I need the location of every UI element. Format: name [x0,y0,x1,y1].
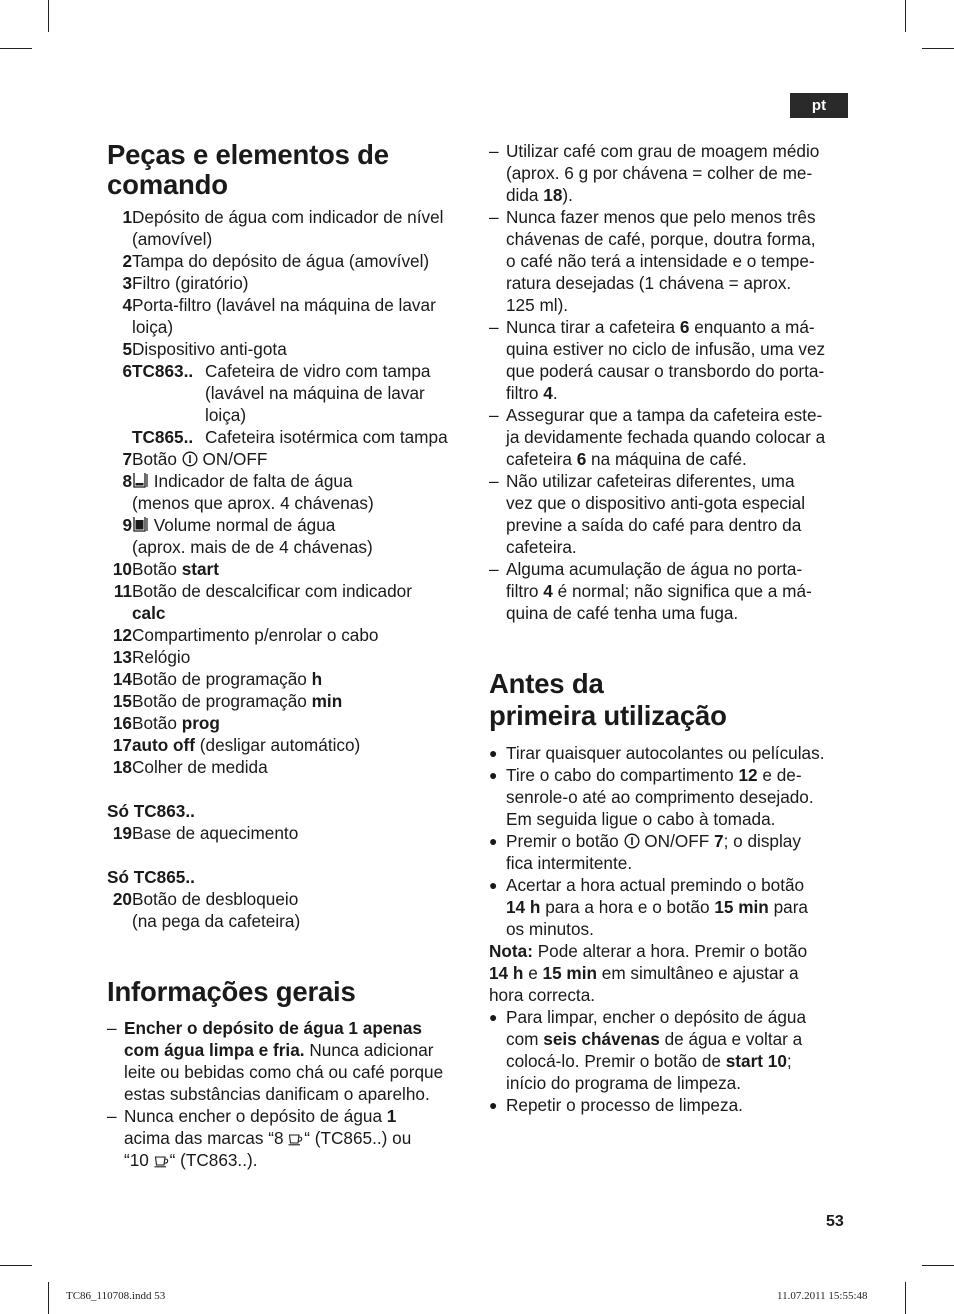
list-item: – Nunca tirar a cafeteira 6 enquanto a má- quina estiver no ciclo de infusão, uma vez que poderá causar o transbordo do porta- filtro 4. [489,317,826,403]
crop-mark [905,1282,906,1314]
list-item: 15 Botão de programação min [112,691,343,711]
parts-title [107,140,469,200]
list-item: ● Tire o cabo do compartimento 12 e de- senrole-o até ao comprimento desejado. Em seguida ligue o cabo à tomada. [489,765,814,829]
general-title: Informações gerais [107,976,356,1007]
list-item: – Nunca fazer menos que pelo menos três chávenas de café, porque, doutra forma, o café não terá a intensidade e o tempe- ratura desejadas (1 chávena = aprox. 125 ml). [489,207,816,315]
list-item: 18 Colher de medida [112,757,268,777]
list-item: ● Acertar a hora actual premindo o botão 14 h para a hora e o botão 15 min para os minutos. [489,875,808,939]
power-icon [624,833,640,849]
before-first-use-title: Antes da primeira utilização [489,668,727,731]
list-item: ● Premir o botão ON/OFF 7; o display fica intermitente. [489,831,801,873]
list-item: 8 Indicador de falta de água (menos que aprox. 4 chávenas) [122,471,374,513]
list-item: 11 Botão de descalcificar com indicador calc [113,581,412,623]
list-item: 7 Botão ON/OFF [122,449,268,469]
list-item: ● Para limpar, encher o depósito de água com seis chávenas de água e voltar a colocá-lo. Premir o botão de start 10; início do programa de limpeza. [489,1007,807,1093]
footer-file: TC86_110708.indd 53 [66,1290,166,1302]
list-item: – Assegurar que a tampa da cafeteira este- ja devidamente fechada quando colocar a cafeteira 6 na máquina de café. [489,405,826,469]
list-item: 14 Botão de programação h [112,669,323,689]
list-item: 6 TC863.. Cafeteira de vidro com tampa (lavável na máquina de lavar loiça) TC865.. Cafeteira isotérmica com tampa [122,361,448,447]
list-item: – Não utilizar cafeteiras diferentes, uma vez que o dispositivo anti-gota especial previne a saída do café para dentro da cafeteira. [489,471,806,557]
crop-mark [922,1265,954,1266]
list-item: 5 Dispositivo anti-gota [122,339,287,359]
list-item: 16 Botão prog [112,713,220,733]
list-item: 17 auto off (desligar automático) [112,735,361,755]
list-item: 3 Filtro (giratório) [122,273,249,293]
language-tab: pt [790,93,848,118]
list-item: 10 Botão start [112,559,219,579]
left-column [107,140,469,1171]
crop-mark [0,48,32,49]
normal-water-icon [132,516,149,533]
parts-title-line: comando [107,169,228,200]
low-water-icon [132,472,149,489]
crop-mark [48,1282,49,1314]
note: Nota: Pode alterar a hora. Premir o botão 14 h e 15 min em simultâneo e ajustar a hora correcta. [489,941,808,1005]
list-item: 9 Volume normal de água (aprox. mais de de 4 chávenas) [122,515,373,557]
list-item: ● Tirar quaisquer autocolantes ou películas. [489,743,825,763]
subheading: Só TC863.. [107,801,195,821]
parts-title-line: Peças e elementos de [107,139,389,170]
footer-date: 11.07.2011 15:55:48 [777,1290,868,1302]
crop-mark [922,48,954,49]
list-item: 1 Depósito de água com indicador de nível (amovível) [122,207,444,249]
list-item: – Alguma acumulação de água no porta- filtro 4 é normal; não significa que a má- quina de café tenha uma fuga. [489,559,812,623]
list-item: – Nunca encher o depósito de água 1 acima das marcas “8 “ (TC865..) ou “10 “ (TC863..). [107,1106,412,1170]
crop-mark [48,0,49,32]
list-item: 12 Compartimento p/enrolar o cabo [112,625,379,645]
list-item: ● Repetir o processo de limpeza. [489,1095,743,1115]
crop-mark [905,0,906,32]
list-item: 13 Relógio [112,647,191,667]
list-item: – Encher o depósito de água 1 apenas com água limpa e fria. Nunca adicionar leite ou bebidas como chá ou café porque estas substâncias danificam o aparelho. [107,1018,444,1104]
list-item: – Utilizar café com grau de moagem médio (aprox. 6 g por chávena = colher de me- dida 18). [489,141,820,205]
crop-mark [0,1265,32,1266]
list-item: 2 Tampa do depósito de água (amovível) [122,251,430,271]
subheading: Só TC865.. [107,867,195,887]
power-icon [182,451,198,467]
page-number: 53 [826,1213,844,1230]
list-item: 20 Botão de desbloqueio (na pega da cafeteira) [112,889,301,931]
cup-icon [154,1154,170,1168]
list-item: 19 Base de aquecimento [112,823,299,843]
list-item: 4 Porta-filtro (lavável na máquina de lavar loiça) [122,295,436,337]
cup-icon [288,1132,304,1146]
right-column [489,140,851,1116]
